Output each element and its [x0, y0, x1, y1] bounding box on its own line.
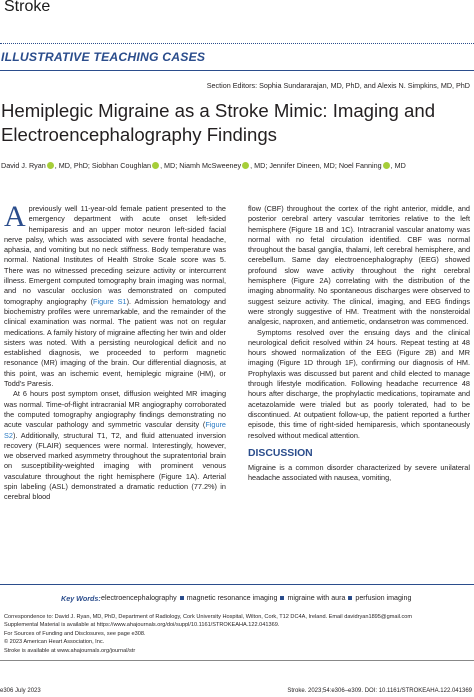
paragraph-text: At 6 hours post symptom onset, diffusion weighted MR imaging was normal. Time-of-flight intracranial MR angiography corroborated the computed tomography angiography findings demonstrating no acute vascular pathology and symmetric vascular density ( — [4, 389, 226, 430]
journal-name: Stroke — [4, 0, 51, 15]
paragraph-text: previously well 11-year-old female patient presented to the emergency department with acute onset left-sided hemiparesis and an upper motor neuron left-sided facial nerve palsy, which was associated with severe frontal headache, aphasia, and vomiting but no neck stiffness. Body temperature was normal. National Institutes of Health Stroke Scale score was 5. There was no witnessed preceding seizure activity or intercurrent illness. Emergent computed tomography brain imaging was normal, and no vascular occlusion was demonstrated on computed tomography angiography ( — [4, 204, 226, 306]
author-name[interactable]: Niamh McSweeney — [179, 161, 242, 170]
funding-note: For Sources of Funding and Disclosures, see page e308. — [4, 630, 146, 637]
orcid-icon[interactable] — [242, 162, 249, 169]
body-paragraph: Migraine is a common disorder characterized by severe unilateral headache associated with nausea, vomiting, — [248, 463, 470, 483]
orcid-icon[interactable] — [152, 162, 159, 169]
article-title: Hemiplegic Migraine as a Stroke Mimic: Imaging and Electroencephalography Findings — [1, 100, 436, 145]
discussion-heading: DISCUSSION — [248, 447, 313, 459]
orcid-icon[interactable] — [47, 162, 54, 169]
keywords-label: Key Words: — [61, 594, 101, 603]
section-rule — [0, 70, 474, 71]
author-degree: , MD; Jennifer Dineen, MD; Noel Fanning — [250, 161, 382, 170]
body-column-left — [4, 200, 226, 503]
keyword[interactable]: magnetic resonance imaging — [186, 594, 278, 602]
page-footer-left: e306 July 2023 — [0, 688, 41, 694]
square-bullet-icon — [180, 596, 184, 600]
paragraph-text: ). Additionally, structural T1, T2, and fluid attenuated inversion recovery (FLAIR) sequences were normal. Interestingly, however, we observed marked asymmetry throughout the supratentorial brain on susceptibility-weighted imaging with prominent venous vasculature throughout the right hemisphere (Figure 1A). Arterial spin labeling (ASL) demonstrated a dramatic reduction (77.2%) in cerebral blood — [4, 430, 226, 502]
section-editors: Section Editors: Sophia Sundararajan, MD, PhD, and Alexis N. Simpkins, MD, PhD — [206, 81, 470, 90]
keyword[interactable]: perfusion imaging — [355, 594, 412, 602]
keywords-list — [101, 594, 411, 602]
author-degree: , MD; — [160, 161, 180, 170]
paragraph-text: ). Admission hematology and biochemistry profiles were unremarkable, and the remainder of the clinical examination was normal. The patient was not on regular medications. A family history of migraine affecting her twin and older sisters was noted. With a persisting neurological deficit and no established diagnosis, we proceeded to perform magnetic resonance (MR) imaging of the brain. Our differential diagnosis, at this point, was an ischemic event, hemiplegic migraine (HM), or Todd’s Paresis. — [4, 296, 226, 389]
supplemental-note[interactable]: Supplemental Material is available at https://www.ahajournals.org/doi/suppl/10.1161/STROKEAHA.122.041369. — [4, 622, 280, 629]
body-paragraph — [4, 200, 226, 389]
drop-cap: A — [4, 200, 26, 233]
body-column-right — [248, 204, 470, 484]
author-list — [1, 161, 471, 170]
figure-s2-link[interactable]: Figure S2 — [4, 420, 226, 440]
author-name[interactable]: David J. Ryan — [1, 161, 46, 170]
footer-rule — [0, 660, 474, 661]
author-degree: , MD, PhD; — [54, 161, 92, 170]
body-paragraph — [4, 389, 226, 502]
body-paragraph: flow (CBF) throughout the cortex of the right anterior, middle, and posterior cerebral artery vascular territories relative to the left hemisphere (Figure 1B and 1C). Intracranial vascular anatomy was normal with no fetal circulation identified. CBF was normal throughout the basal ganglia, thalami, left cerebral hemisphere, and cerebellum. Same day electroencephalography (EEG) showed profound slow wave activity throughout the right cerebral hemisphere (Figure 2A) correlating with the distribution of the imaging abnormality. No spontaneous discharges were observed to suggest seizure activity. The clinical, imaging, and EEG findings were strongly suggestive of HM. Treatment with the nonsteroidal analgesic, naproxen, and antiemetic, ondansetron was commenced. — [248, 204, 470, 327]
author-degree: , MD — [390, 161, 406, 170]
keyword[interactable]: electroencephalography — [101, 594, 177, 602]
square-bullet-icon — [348, 596, 352, 600]
page-footer-citation: Stroke. 2023;54:e306–e309. DOI: 10.1161/STROKEAHA.122.041369 — [287, 688, 472, 694]
footnotes — [4, 613, 470, 655]
copyright-note: © 2023 American Heart Association, Inc. — [4, 639, 105, 646]
square-bullet-icon — [280, 596, 284, 600]
correspondence-note: Correspondence to: David J. Ryan, MD, PhD, Department of Radiology, Cork University Hospital, Wilton, Cork, T12 DC4A, Ireland. Email davidryan1895@gmail.com — [4, 614, 413, 620]
section-title: ILLUSTRATIVE TEACHING CASES — [1, 50, 206, 64]
availability-note[interactable]: Stroke is available at www.ahajournals.org/journal/str — [4, 647, 136, 654]
figure-s1-link[interactable]: Figure S1 — [93, 296, 127, 306]
body-paragraph: Symptoms resolved over the ensuing days and the clinical neurological deficit resolved within 24 hours. Repeat testing at 48 hours showed normalization of the EEG (Figure 2B) and MR imaging (Figure 1D through 1F), confirming our diagnosis of HM. Prophylaxis was discussed but parent and child elected to manage through lifestyle modification. Following headache recurrence 48 hours after discharge, the prophylactic medications, topiramate and acetazolamide were trialed but as poorly tolerated, had to be discontinued. At outpatient follow-up, the patient reported a further episode, this time of right-sided hemiparesis, which spontaneously resolved without medical attention. — [248, 327, 470, 440]
orcid-icon[interactable] — [383, 162, 390, 169]
keyword[interactable]: migraine with aura — [287, 594, 346, 602]
header-dotted-rule — [0, 43, 474, 44]
author-name[interactable]: Siobhan Coughlan — [91, 161, 152, 170]
